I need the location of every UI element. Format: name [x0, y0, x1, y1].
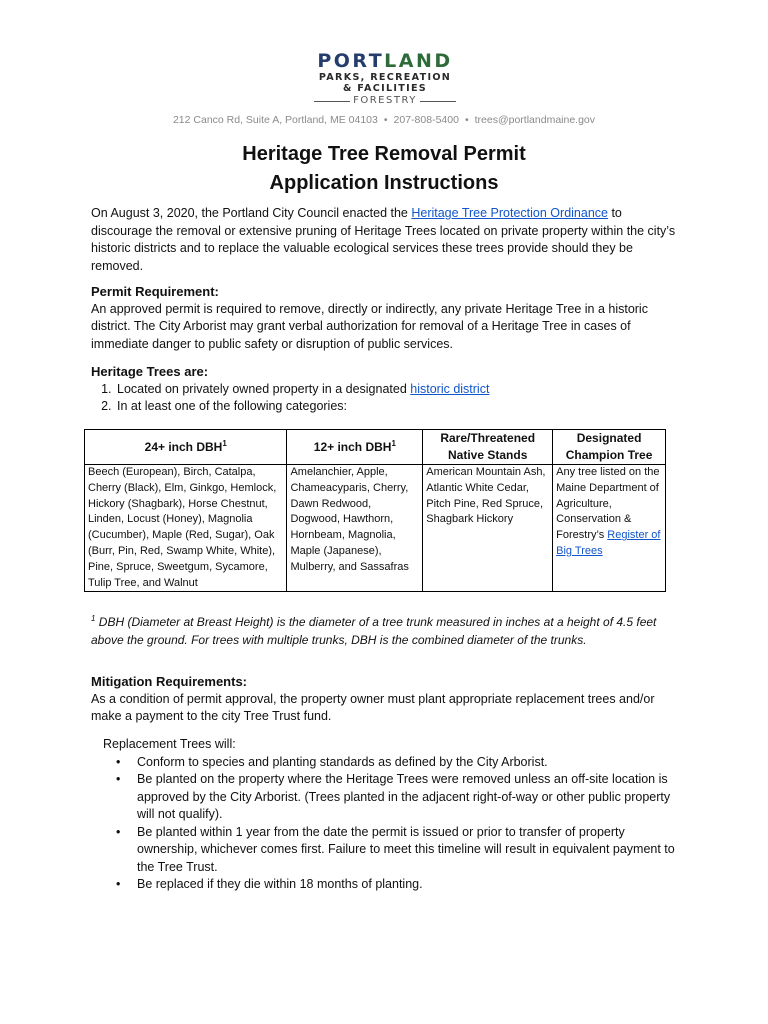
logo-forestry-row — [300, 95, 470, 107]
header-rare-line-1: Rare/Threatened — [440, 431, 536, 445]
title-line-2: Application Instructions — [269, 172, 499, 194]
replacement-bullet-4: Be replaced if they die within 18 months of planting. — [137, 877, 423, 891]
replacement-heading: Replacement Trees will: — [103, 737, 236, 751]
dbh-footnote — [91, 614, 681, 649]
permit-heading: Permit Requirement: — [91, 284, 219, 299]
logo-line-facilities: & FACILITIES — [342, 83, 428, 94]
bullet-2: • — [116, 772, 121, 786]
list-item — [116, 824, 681, 877]
replacement-bullet-2: Be planted on the property where the Heritage Trees were removed unless an off-site location is approved by the City Arborist. (Trees planted in the adjacent right-of-way or other public property will not qualify). — [137, 772, 671, 821]
header-24-inch-label: 24+ inch DBH — [144, 439, 223, 454]
cell-12-inch-species: Amelanchier, Apple, Chameacyparis, Cherry, Dawn Redwood, Dogwood, Hawthorn, Hornbeam, Magnolia, Maple (Japanese), Mulberry, and Sassafras — [287, 465, 423, 592]
title-line-1: Heritage Tree Removal Permit — [242, 143, 526, 165]
header-24-inch-sup: 1 — [222, 438, 227, 448]
list-item — [116, 754, 681, 772]
logo-wordmark-port: PORT — [317, 50, 385, 72]
page-title — [0, 140, 768, 198]
footnote-text: DBH (Diameter at Breast Height) is the diameter of a tree trunk measured in inches at a height of 4.5 feet above the ground. For trees with multiple trunks, DBH is the combined diameter of the trunks. — [91, 615, 657, 647]
mitigation-section — [91, 673, 681, 726]
intro-text-start: On August 3, 2020, the Portland City Council enacted the — [91, 206, 412, 220]
header-rare-threatened — [423, 430, 553, 465]
logo-line-forestry: FORESTRY — [353, 95, 417, 106]
logo-line-parks: PARKS, RECREATION — [318, 72, 452, 83]
replacement-section — [91, 736, 681, 894]
mitigation-heading: Mitigation Requirements: — [91, 674, 248, 689]
cell-champion-text: Any tree listed on the Maine Department of Agriculture, Conservation & Forestry’s — [556, 466, 660, 542]
header-24-inch-dbh — [85, 430, 287, 465]
bullet-3: • — [116, 824, 121, 839]
list-item — [116, 771, 681, 824]
historic-district-link[interactable]: historic district — [410, 381, 490, 396]
logo-wordmark-land: LAND — [384, 50, 453, 72]
intro-paragraph — [91, 205, 681, 275]
permit-body: An approved permit is required to remove, directly or indirectly, any private Heritage Tree in a historic district. The City Arborist may grant verbal authorization for removal of a Heritage Tree in cases of immediate danger to public safety or disruption of public services. — [91, 301, 648, 351]
permit-section — [91, 283, 681, 353]
register-of-big-trees-link[interactable]: Register of Big Trees — [556, 529, 661, 557]
logo-rule-right — [420, 101, 456, 102]
replacement-bullet-3: Be planted within 1 year from the date the permit is issued or prior to transfer of property ownership, whichever comes first. Failure to meet this timeline will result in equivalent payment to the Tree Trust. — [137, 824, 675, 874]
ordinance-link[interactable]: Heritage Tree Protection Ordinance — [411, 206, 608, 220]
cell-champion-tree — [553, 465, 666, 592]
bullet-4: • — [116, 877, 121, 891]
header-12-inch-label: 12+ inch DBH — [313, 439, 392, 454]
criteria-item-2: 2. In at least one of the following categories: — [115, 398, 681, 416]
footnote-marker: 1 — [91, 614, 96, 623]
criteria-item-1-text: Located on privately owned property in a designated — [117, 381, 411, 396]
mitigation-body: As a condition of permit approval, the property owner must plant appropriate replacement trees and/or make a payment to the city Tree Trust fund. — [91, 691, 655, 723]
heritage-section — [91, 363, 681, 416]
list-item — [116, 876, 681, 894]
logo-rule-left — [314, 101, 350, 102]
cell-rare-species: American Mountain Ash, Atlantic White Cedar, Pitch Pine, Red Spruce, Shagbark Hickory — [423, 465, 553, 592]
tree-categories-table — [84, 429, 666, 592]
replacement-list — [91, 754, 681, 894]
table-header-row — [85, 430, 666, 465]
header-champion-line-2: Champion Tree — [565, 448, 653, 462]
separator-dot-1: • — [383, 114, 388, 126]
intro-text-end: to discourage the removal or extensive pruning of Heritage Trees located on private property within the city’s historic districts and to replace the valuable ecological services these trees provide should they be removed. — [91, 206, 676, 273]
header-champion-tree — [553, 430, 666, 465]
heritage-criteria-list — [91, 381, 681, 416]
contact-phone: 207-808-5400 — [393, 114, 459, 126]
logo-wordmark — [300, 50, 470, 72]
header-rare-line-2: Native Stands — [448, 448, 528, 462]
header-champion-line-1: Designated — [576, 431, 642, 445]
heritage-heading: Heritage Trees are: — [91, 364, 209, 379]
header-12-inch-sup: 1 — [391, 438, 396, 448]
bullet-1: • — [116, 754, 121, 769]
table-row — [85, 465, 666, 592]
header-12-inch-dbh — [287, 430, 423, 465]
separator-dot-2: • — [464, 114, 469, 126]
cell-24-inch-species: Beech (European), Birch, Catalpa, Cherry (Black), Elm, Ginkgo, Hemlock, Hickory (Shagbark), Horse Chestnut, Linden, Locust (Honey), Magnolia (Cucumber), Maple (Red, Sugar), Oak (Burr, Pin, Red, Swamp White, White), Pine, Spruce, Sweetgum, Sycamore, Tulip Tree, and Walnut — [85, 465, 287, 592]
contact-email[interactable]: trees@portlandmaine.gov — [474, 114, 596, 126]
criteria-item-1 — [115, 381, 681, 399]
portland-logo — [300, 50, 470, 107]
contact-line — [0, 114, 768, 126]
contact-address: 212 Canco Rd, Suite A, Portland, ME 04103 — [172, 114, 378, 126]
replacement-bullet-1: Conform to species and planting standards as defined by the City Arborist. — [137, 754, 548, 769]
